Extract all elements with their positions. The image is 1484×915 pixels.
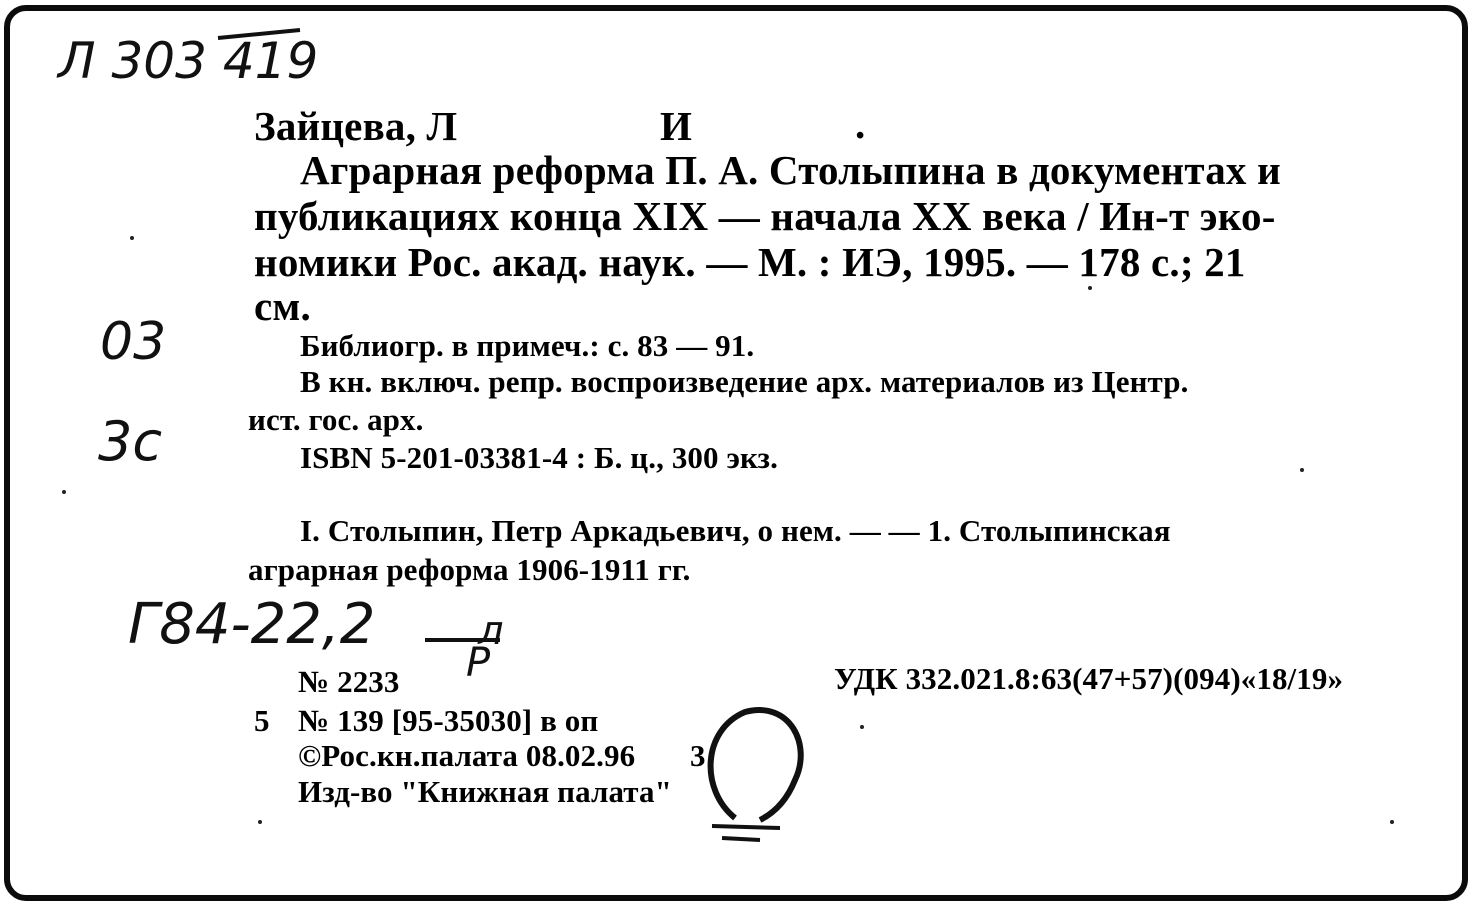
scan-speck <box>1088 286 1092 290</box>
handwritten-inventory-number: Л 303 419 <box>58 32 319 90</box>
hand-drawn-oval <box>711 710 801 820</box>
scan-speck <box>1300 468 1304 472</box>
copyright-tail: 3 <box>690 738 706 773</box>
subject-line-2: аграрная реформа 1906-1911 гг. <box>248 552 691 587</box>
handwritten-code-3c: 3с <box>98 410 163 473</box>
scan-speck <box>62 490 66 494</box>
scan-speck <box>860 725 864 729</box>
record-number-2233: № 2233 <box>298 664 400 699</box>
title-line-3: номики Рос. акад. наук. — М. : ИЭ, 1995. — 178 с.; 21 <box>254 239 1246 285</box>
title-line-2: публикациях конца XIX — начала XX века / Ин-т эко- <box>254 193 1276 239</box>
handwritten-class-suffix: л <box>478 608 504 654</box>
scan-speck <box>130 236 134 240</box>
title-line-4: см. <box>254 283 311 329</box>
record-number-139: № 139 [95-35030] в оп <box>298 703 599 738</box>
oval-underline <box>712 826 780 840</box>
author-initial: И <box>660 103 693 149</box>
copyright-line: ©Рос.кн.палата 08.02.96 <box>298 738 636 773</box>
scan-speck <box>1390 820 1394 824</box>
publisher-line: Изд-во "Книжная палата" <box>298 774 672 809</box>
handwritten-code-03: 03 <box>100 312 167 372</box>
subject-line-1: I. Столыпин, Петр Аркадьевич, о нем. — — 1. Столыпинская <box>300 513 1171 548</box>
author-surname: Зайцева, Л <box>254 103 458 149</box>
author-dot: . <box>855 101 866 147</box>
note-contents-line-2: ист. гос. арх. <box>248 402 424 437</box>
line-139-prefix: 5 <box>254 703 270 738</box>
handwritten-class-sub: Р <box>466 640 491 686</box>
note-contents-line-1: В кн. включ. репр. воспроизведение арх. материалов из Центр. <box>300 364 1189 399</box>
udk-code: УДК 332.021.8:63(47+57)(094)«18/19» <box>834 661 1344 696</box>
note-bibliography: Библиогр. в примеч.: с. 83 — 91. <box>300 328 755 363</box>
scan-speck <box>258 820 262 824</box>
handwritten-classification: Г84-22,2 <box>128 592 376 657</box>
overline-stroke <box>218 30 300 38</box>
note-isbn: ISBN 5-201-03381-4 : Б. ц., 300 экз. <box>300 440 778 475</box>
title-line-1: Аграрная реформа П. А. Столыпина в документах и <box>300 147 1281 193</box>
